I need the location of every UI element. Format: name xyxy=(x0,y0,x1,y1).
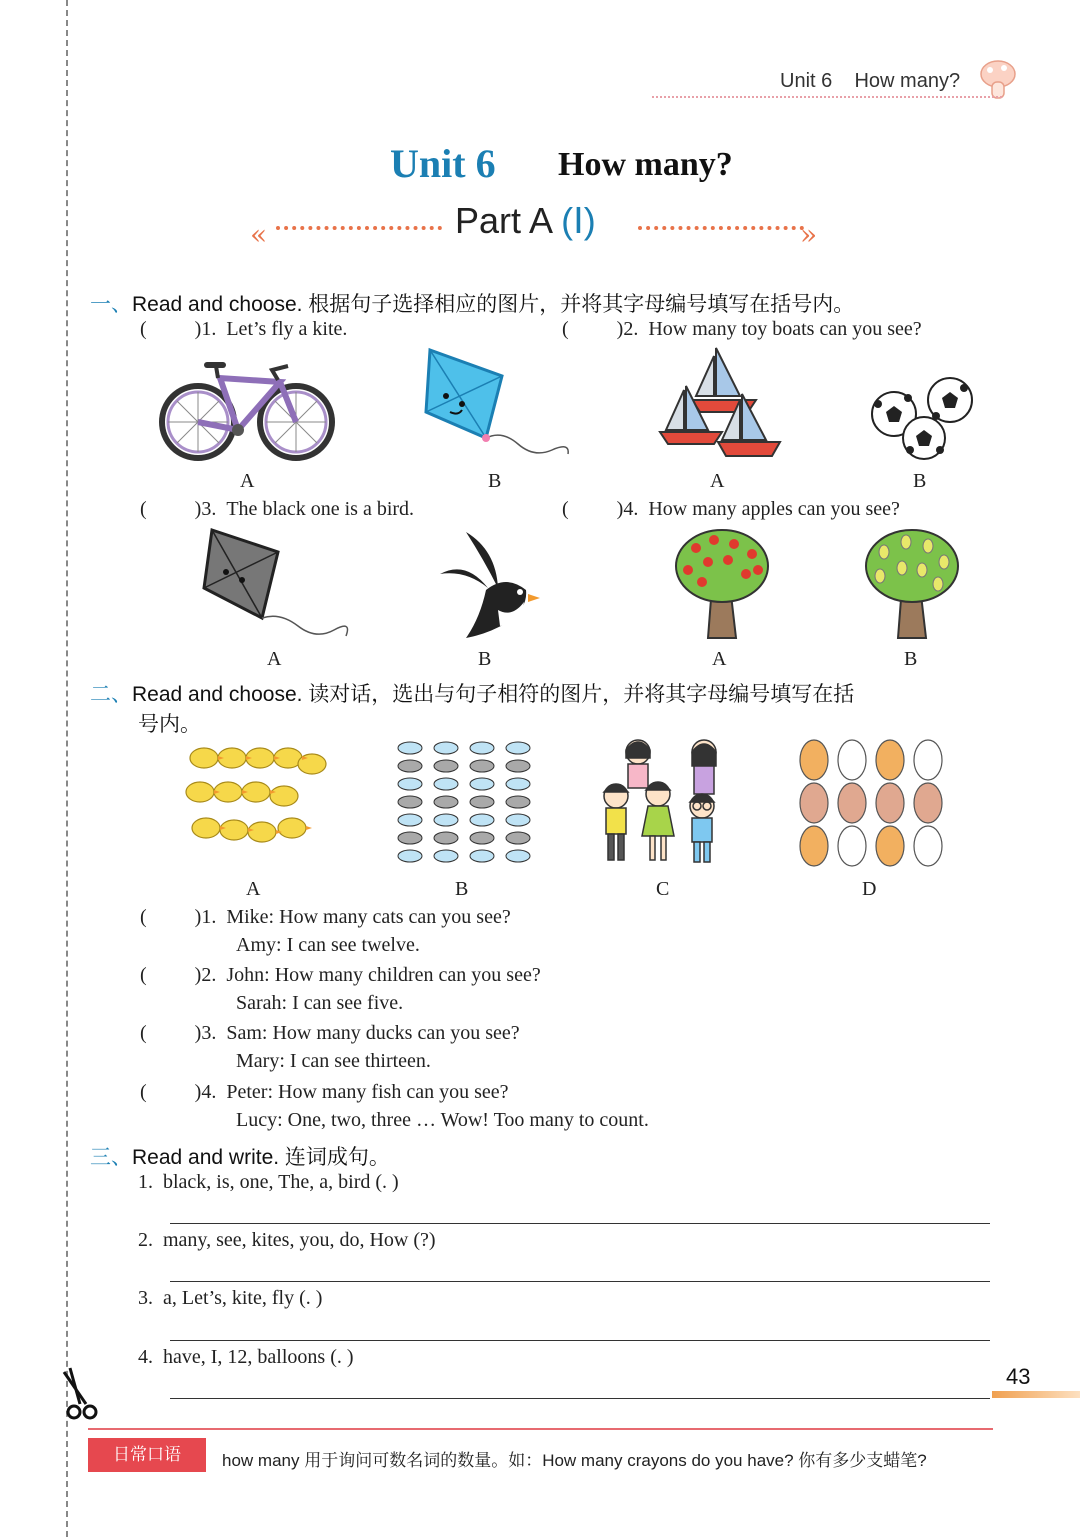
answer-line[interactable] xyxy=(170,1281,990,1282)
option-label: B xyxy=(904,648,918,670)
s2-dialog-2 xyxy=(140,964,541,1015)
item-number: 4. xyxy=(138,1346,153,1368)
running-header xyxy=(780,70,960,93)
option-label: A xyxy=(267,648,282,670)
apple-tree-image xyxy=(672,526,772,640)
blue-kite-image xyxy=(422,346,572,462)
answer-paren[interactable]: ( xyxy=(140,1081,147,1103)
footer-divider xyxy=(88,1428,993,1430)
option-label: B xyxy=(455,878,469,900)
speaker: Mike: xyxy=(226,906,275,928)
answer-paren[interactable]: ( xyxy=(140,964,147,986)
option-label: B xyxy=(488,470,502,492)
header-divider xyxy=(652,96,1002,98)
unit-question: How many? xyxy=(558,146,733,183)
speaker: Sam: xyxy=(226,1022,268,1044)
speaker: Sarah: xyxy=(236,992,288,1014)
header-unit: Unit 6 xyxy=(780,70,833,92)
part-label: Part A xyxy=(455,200,552,241)
unit-title: Unit 6 xyxy=(390,141,496,186)
option-label: A xyxy=(712,648,727,670)
question-text: How many children can you see? xyxy=(274,964,541,986)
cut-line xyxy=(66,0,68,1537)
answer-text: I can see thirteen. xyxy=(289,1050,431,1072)
answer-paren[interactable]: ( xyxy=(140,498,147,520)
speaker: Peter: xyxy=(226,1081,273,1103)
s2-dialog-4 xyxy=(140,1081,649,1132)
answer-line[interactable] xyxy=(170,1398,990,1399)
section-text: Read and choose. 读对话，选出与句子相符的图片，并将其字母编号填写在括 xyxy=(132,683,855,706)
question-number: )1. xyxy=(194,906,217,928)
footballs-image xyxy=(870,374,974,460)
header-title: How many? xyxy=(854,70,961,92)
section-3-title xyxy=(90,1141,390,1171)
question-text: Let’s fly a kite. xyxy=(226,318,348,340)
option-label: C xyxy=(656,878,670,900)
footer-tip: how many 用于询问可数名词的数量。如：How many crayons do you have? 你有多少支蜡笔? xyxy=(222,1451,927,1470)
question-number: )1. xyxy=(194,318,217,340)
children-image xyxy=(598,736,732,870)
s2-dialog-1 xyxy=(140,906,511,957)
bicycle-image xyxy=(160,360,335,465)
option-label: A xyxy=(710,470,725,492)
answer-text: I can see twelve. xyxy=(286,934,420,956)
speaker: John: xyxy=(226,964,270,986)
answer-text: One, two, three … Wow! Too many to count. xyxy=(287,1109,649,1131)
question-text: How many cats can you see? xyxy=(279,906,511,928)
section-number: 二、 xyxy=(90,683,132,706)
s3-item-3 xyxy=(138,1287,322,1310)
question-number: )3. xyxy=(194,1022,217,1044)
s1-question-2 xyxy=(562,318,922,341)
option-label: B xyxy=(913,470,927,492)
question-number: )4. xyxy=(616,498,639,520)
answer-paren[interactable]: ( xyxy=(140,318,147,340)
speaker: Mary: xyxy=(236,1050,285,1072)
pear-tree-image xyxy=(862,526,962,640)
option-label: A xyxy=(246,878,261,900)
item-number: 3. xyxy=(138,1287,153,1309)
black-kite-image xyxy=(200,526,350,642)
question-text: The black one is a bird. xyxy=(226,498,415,520)
answer-paren[interactable]: ( xyxy=(562,498,569,520)
word-list: black, is, one, The, a, bird (. ) xyxy=(163,1171,399,1193)
question-text: How many apples can you see? xyxy=(648,498,900,520)
decor-dots xyxy=(276,226,442,230)
decor-dots xyxy=(638,226,804,230)
part-roman: (Ⅰ) xyxy=(561,200,596,241)
scissors-icon xyxy=(58,1368,102,1428)
question-text: How many toy boats can you see? xyxy=(648,318,922,340)
question-number: )2. xyxy=(194,964,217,986)
footer-tag: 日常口语 xyxy=(88,1438,206,1472)
question-number: )3. xyxy=(194,498,217,520)
s3-item-2 xyxy=(138,1229,436,1252)
answer-paren[interactable]: ( xyxy=(140,906,147,928)
s2-dialog-3 xyxy=(140,1022,520,1073)
section-text: Read and choose. 根据句子选择相应的图片，并将其字母编号填写在括号内。 xyxy=(132,293,855,316)
cats-image xyxy=(796,736,948,870)
option-label: A xyxy=(240,470,255,492)
word-list: many, see, kites, you, do, How (?) xyxy=(163,1229,436,1251)
answer-text: I can see five. xyxy=(292,992,404,1014)
ducks-image xyxy=(184,740,328,868)
page-number: 43 xyxy=(1006,1364,1031,1389)
section-1-title xyxy=(90,288,854,318)
word-list: a, Let’s, kite, fly (. ) xyxy=(163,1287,323,1309)
left-arrow-icon: « xyxy=(250,218,268,251)
boats-image xyxy=(656,346,782,464)
section-text: Read and write. 连词成句。 xyxy=(132,1146,390,1169)
answer-line[interactable] xyxy=(170,1340,990,1341)
question-text: How many fish can you see? xyxy=(278,1081,509,1103)
section-2-title xyxy=(90,678,854,708)
right-arrow-icon: » xyxy=(800,218,818,251)
s1-question-1 xyxy=(140,318,347,341)
speaker: Lucy: xyxy=(236,1109,283,1131)
item-number: 2. xyxy=(138,1229,153,1251)
section-number: 三、 xyxy=(90,1146,132,1169)
speaker: Amy: xyxy=(236,934,282,956)
page-number-bar xyxy=(992,1391,1080,1398)
black-bird-image xyxy=(436,530,540,640)
word-list: have, I, 12, balloons (. ) xyxy=(163,1346,354,1368)
option-label: D xyxy=(862,878,877,900)
s1-question-3 xyxy=(140,498,414,521)
item-number: 1. xyxy=(138,1171,153,1193)
section-2-title-cont: 号内。 xyxy=(138,713,201,736)
question-text: How many ducks can you see? xyxy=(272,1022,520,1044)
question-number: )4. xyxy=(194,1081,217,1103)
answer-paren[interactable]: ( xyxy=(140,1022,147,1044)
fish-image xyxy=(394,738,536,868)
section-number: 一、 xyxy=(90,293,132,316)
question-number: )2. xyxy=(616,318,639,340)
answer-line[interactable] xyxy=(170,1223,990,1224)
part-title xyxy=(455,200,596,242)
answer-paren[interactable]: ( xyxy=(562,318,569,340)
s1-question-4 xyxy=(562,498,900,521)
option-label: B xyxy=(478,648,492,670)
s3-item-4 xyxy=(138,1346,354,1369)
s3-item-1 xyxy=(138,1171,399,1194)
